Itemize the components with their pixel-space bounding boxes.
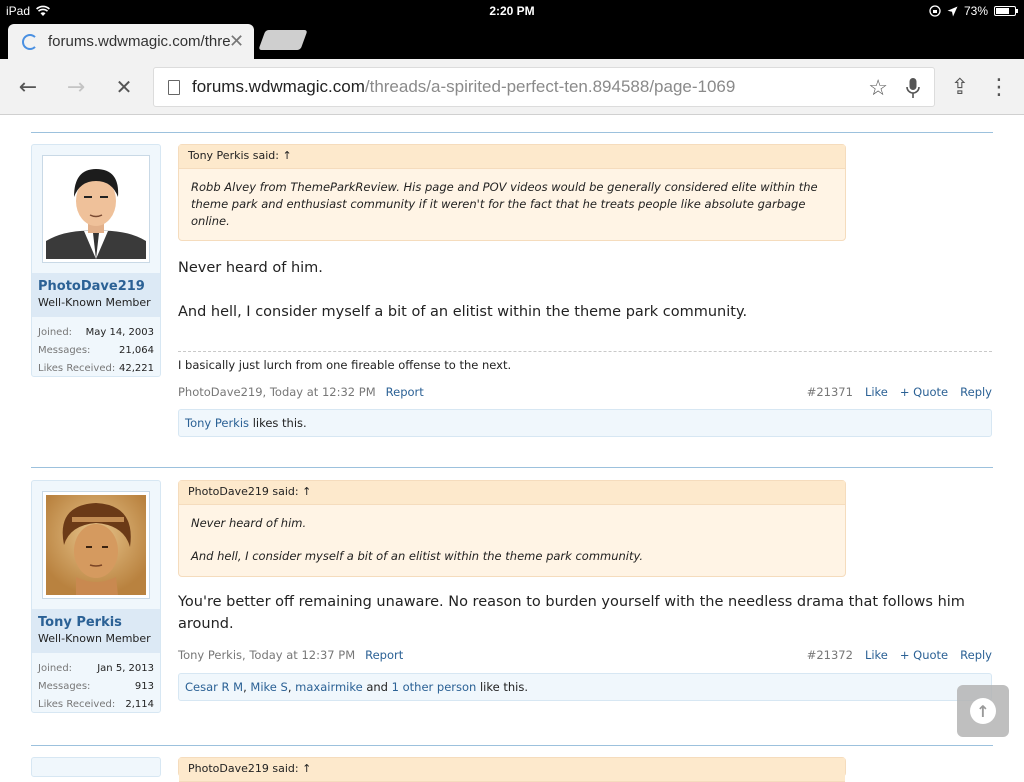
stat-value[interactable]: 21,064 — [119, 344, 154, 356]
stat-label: Joined: — [38, 662, 73, 674]
microphone-icon[interactable] — [906, 77, 920, 99]
location-icon — [947, 6, 958, 17]
device-label: iPad — [6, 4, 31, 18]
stop-loading-button[interactable]: ✕ — [115, 75, 133, 99]
likes-suffix: like this. — [479, 680, 528, 694]
avatar[interactable] — [42, 491, 150, 599]
page-content — [0, 116, 1024, 775]
user-title: Well-Known Member — [38, 632, 151, 645]
signature-divider — [178, 351, 992, 352]
likes-and: and — [366, 680, 388, 694]
likes-summary — [178, 409, 992, 437]
avatar-image — [46, 495, 146, 595]
tab-active[interactable] — [8, 24, 254, 59]
stat-label: Likes Received: — [38, 362, 116, 374]
stat-row — [38, 677, 154, 695]
scroll-to-top-button[interactable] — [957, 685, 1009, 737]
user-title: Well-Known Member — [38, 296, 151, 309]
stat-row — [38, 695, 154, 713]
username-block — [32, 273, 160, 317]
like-link[interactable]: Like — [864, 385, 888, 399]
message-paragraph: And hell, I consider myself a bit of an elitist within the theme park community. — [178, 304, 748, 320]
quote-text — [179, 169, 845, 240]
stat-row — [38, 659, 154, 677]
back-button[interactable]: ← — [18, 74, 38, 100]
orientation-lock-icon — [929, 5, 941, 17]
likes-summary: Cesar R M, Mike S, maxairmike and 1 other person like this. — [178, 673, 992, 701]
address-bar[interactable] — [153, 67, 935, 107]
stat-value: May 14, 2003 — [85, 326, 154, 338]
url-host: forums.wdwmagic.com — [192, 77, 365, 96]
message-paragraph: Never heard of him. — [178, 260, 323, 276]
stat-row — [38, 341, 154, 359]
report-link[interactable]: Report — [365, 648, 404, 662]
quote-text — [179, 505, 845, 575]
stat-value[interactable]: 913 — [134, 680, 154, 692]
tab-close-icon[interactable]: ✕ — [229, 31, 245, 51]
post-divider — [31, 467, 993, 468]
message-text — [178, 591, 968, 635]
quote-link[interactable]: + Quote — [899, 648, 949, 662]
stat-value: 42,221 — [119, 362, 154, 374]
post-meta — [178, 648, 992, 664]
reply-link[interactable]: Reply — [960, 385, 992, 399]
signature: I basically just lurch from one fireable offense to the next. — [178, 358, 512, 372]
quote-paragraph: Never heard of him. — [191, 516, 307, 530]
like-link[interactable]: Like — [864, 648, 888, 662]
stat-label: Likes Received: — [38, 698, 116, 710]
new-tab-button[interactable] — [258, 30, 307, 50]
post-number[interactable]: #21372 — [806, 648, 853, 662]
likes-other-link[interactable]: 1 other person — [391, 680, 477, 694]
page-icon — [168, 80, 180, 95]
loading-spinner-icon — [22, 34, 38, 50]
post-meta — [178, 385, 992, 401]
username-link[interactable]: PhotoDave219 — [38, 279, 145, 294]
quote-paragraph: And hell, I consider myself a bit of an elitist within the theme park community. — [191, 549, 644, 563]
liker-link[interactable]: Mike S — [250, 680, 288, 694]
arrow-up-icon: ↑ — [970, 698, 996, 724]
user-stats — [38, 323, 154, 377]
stat-label: Messages: — [38, 344, 91, 356]
tab-title: forums.wdwmagic.com/thre — [48, 33, 231, 50]
username-link[interactable]: Tony Perkis — [38, 615, 122, 630]
liker-link[interactable]: maxairmike — [295, 680, 363, 694]
quote-paragraph: Robb Alvey from ThemeParkReview. His page and POV videos would be generally considered elite within the theme park and enthusiast community if it weren't for the fact that he treats people like absolute garbage online. — [191, 180, 818, 228]
message-text — [178, 257, 968, 323]
menu-button[interactable]: ⋮ — [988, 74, 1010, 100]
share-button[interactable]: ⇪ — [950, 74, 970, 100]
post-divider — [31, 745, 993, 746]
clock: 2:20 PM — [489, 4, 535, 18]
status-bar — [0, 0, 1024, 22]
quote-author[interactable]: PhotoDave219 said: ↑ — [179, 481, 845, 505]
stat-label: Joined: — [38, 326, 73, 338]
user-info-panel — [31, 757, 161, 777]
stat-row — [38, 323, 154, 341]
avatar[interactable] — [42, 155, 150, 263]
likes-suffix: likes this. — [252, 416, 307, 430]
stat-label: Messages: — [38, 680, 91, 692]
quote-author[interactable]: Tony Perkis said: ↑ — [179, 145, 845, 169]
username-block — [32, 609, 160, 653]
forward-button[interactable]: → — [66, 74, 86, 100]
bookmark-star-icon[interactable]: ☆ — [868, 75, 888, 100]
report-link[interactable]: Report — [385, 385, 424, 399]
quote-author[interactable]: PhotoDave219 said: ↑ — [179, 758, 845, 782]
url-path: /threads/a-spirited-perfect-ten.894588/page-1069 — [364, 77, 736, 96]
liker-link[interactable]: Cesar R M — [185, 680, 244, 694]
post-author-time[interactable]: PhotoDave219, Today at 12:32 PM — [178, 385, 376, 399]
quote-block — [178, 480, 846, 577]
quote-link[interactable]: + Quote — [899, 385, 949, 399]
reply-link[interactable]: Reply — [960, 648, 992, 662]
user-info-panel — [31, 144, 161, 377]
quote-block — [178, 757, 846, 777]
post-author-time[interactable]: Tony Perkis, Today at 12:37 PM — [178, 648, 356, 662]
post-divider — [31, 132, 993, 133]
stat-value: 2,114 — [125, 698, 154, 710]
user-info-panel — [31, 480, 161, 713]
browser-toolbar — [0, 59, 1024, 115]
stat-row — [38, 359, 154, 377]
stat-value: Jan 5, 2013 — [97, 662, 154, 674]
post-number[interactable]: #21371 — [806, 385, 853, 399]
message-paragraph: You're better off remaining unaware. No reason to burden yourself with the needless drama that follows him around. — [178, 594, 965, 632]
battery-percent: 73% — [963, 4, 988, 18]
tab-strip — [0, 22, 1024, 59]
avatar-image — [46, 159, 146, 259]
quote-block — [178, 144, 846, 241]
liker-link[interactable]: Tony Perkis — [185, 416, 250, 430]
battery-icon — [994, 6, 1016, 16]
user-stats — [38, 659, 154, 713]
